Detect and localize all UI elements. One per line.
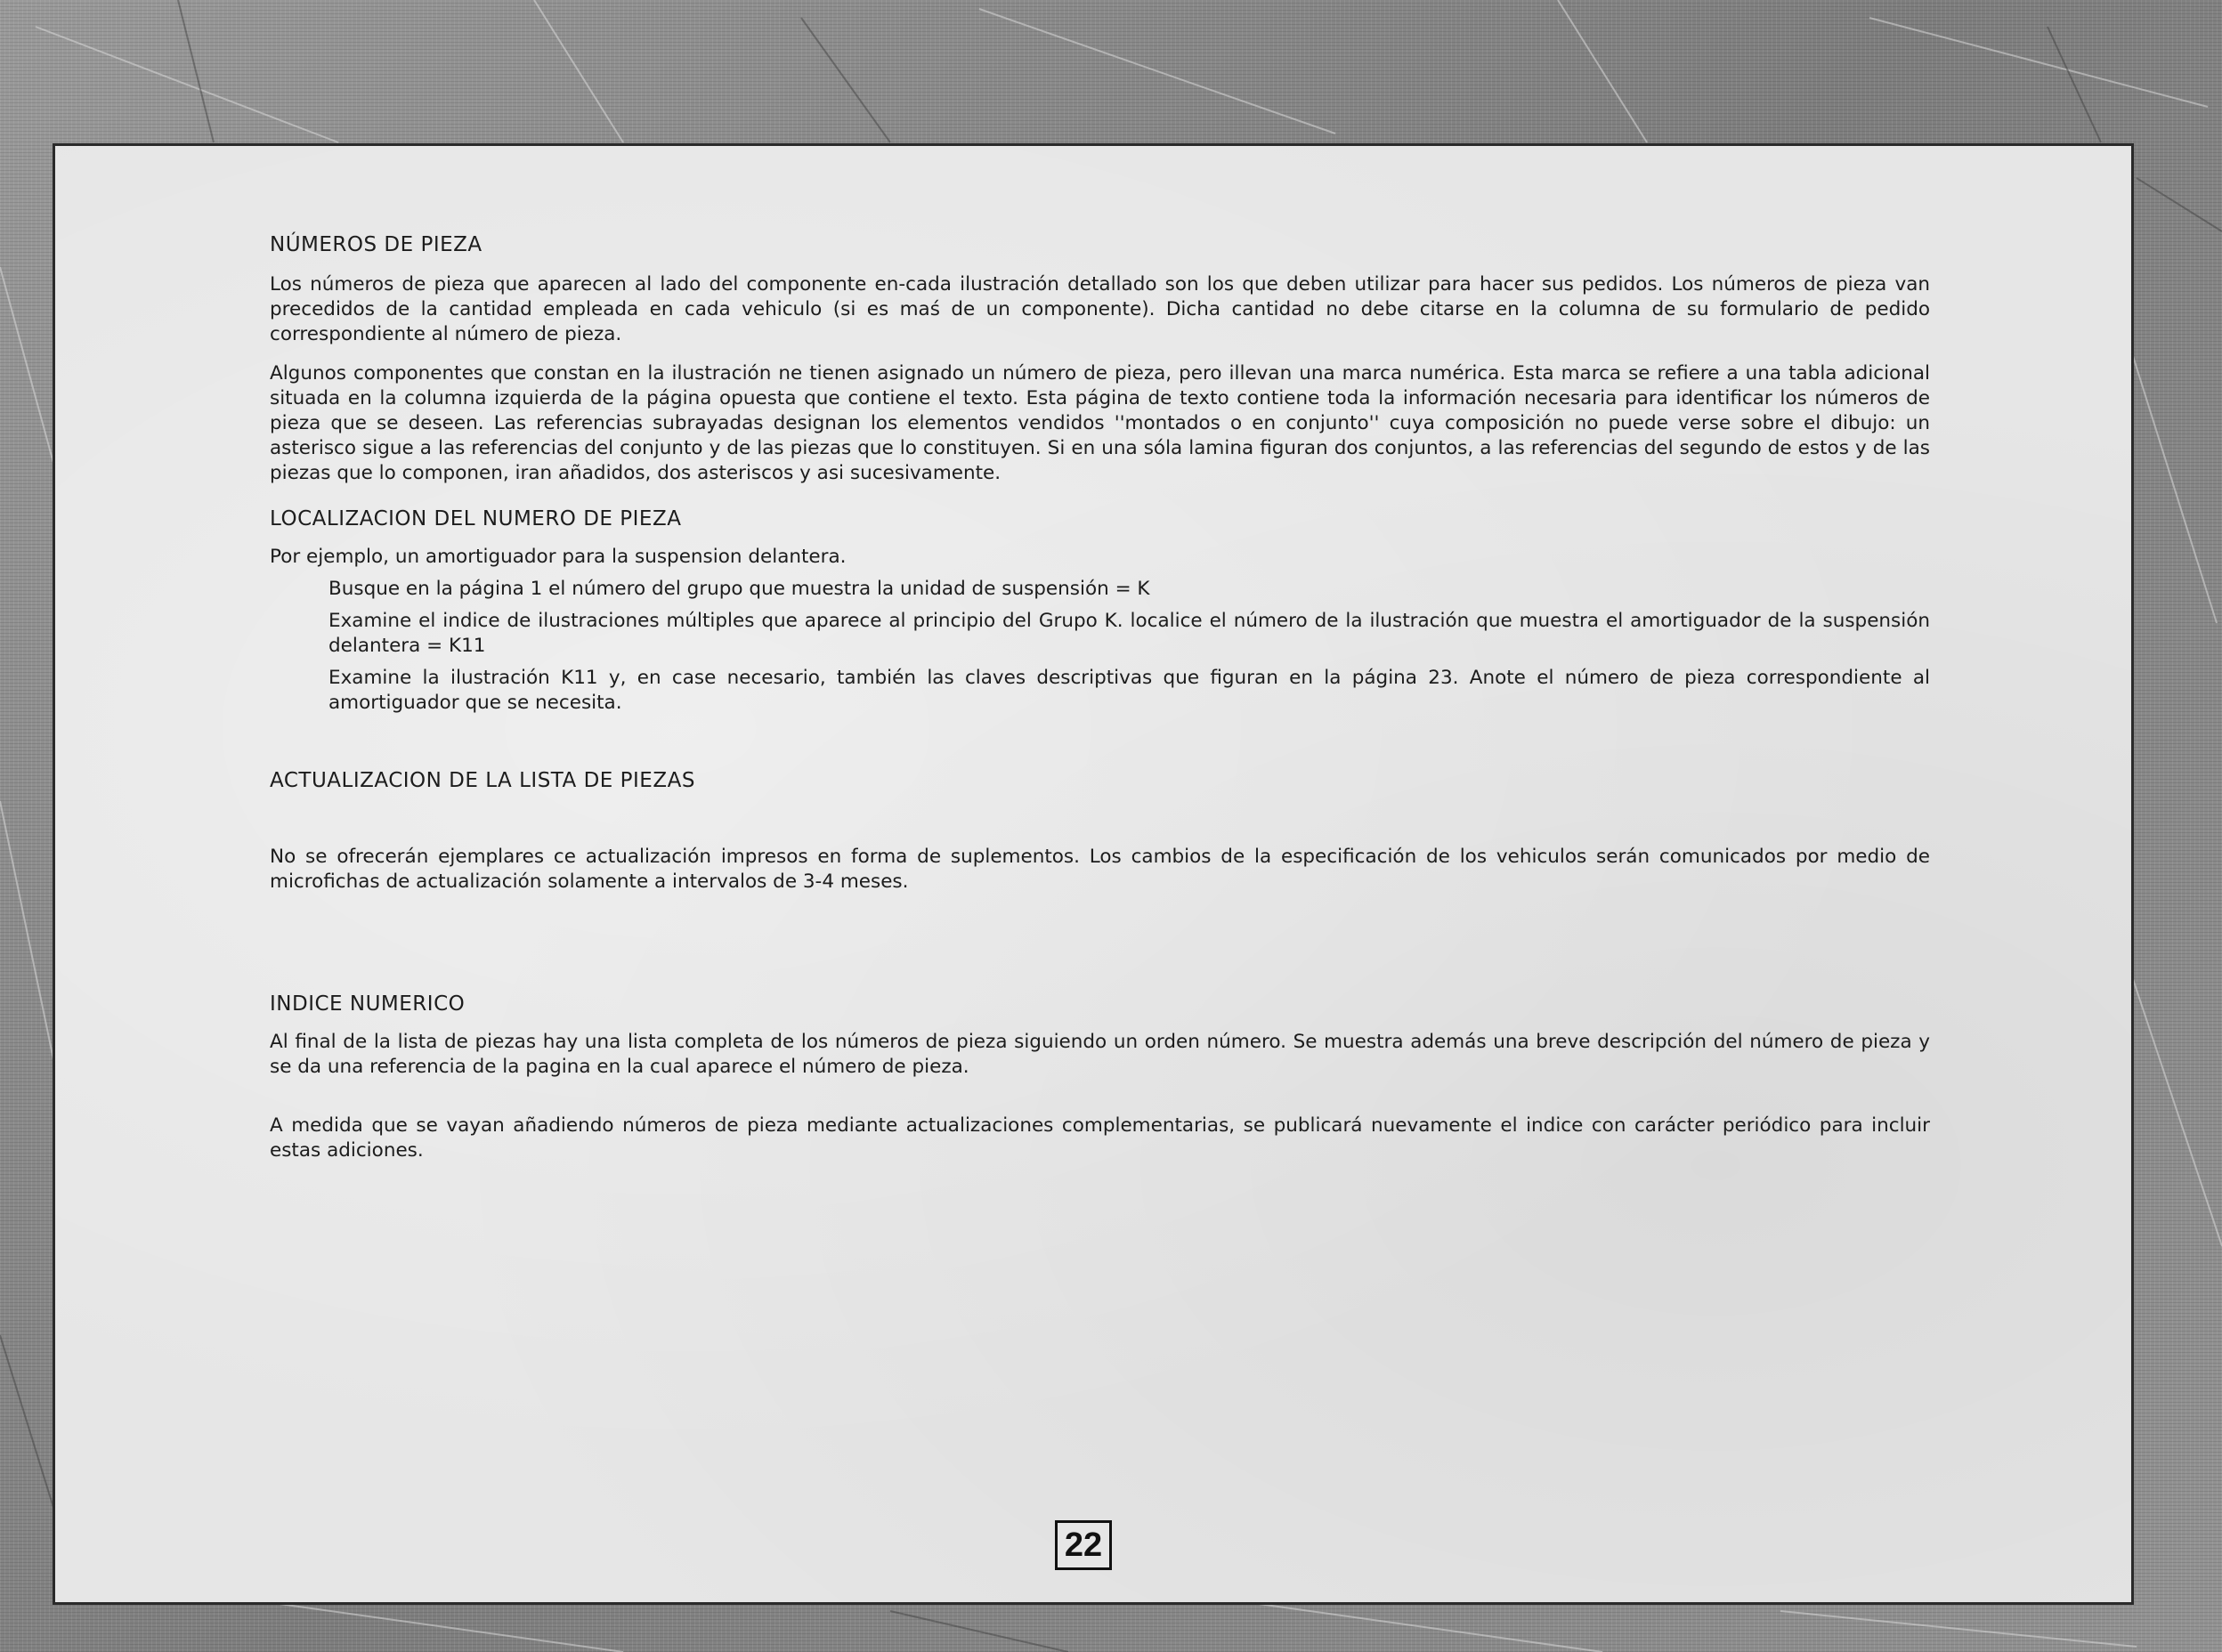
heading-localizacion: LOCALIZACION DEL NUMERO DE PIEZA xyxy=(270,507,682,530)
localizacion-step-1: Busque en la página 1 el número del grupo que muestra la unidad de suspensión = K xyxy=(328,578,1150,600)
document-content xyxy=(270,231,1930,1163)
localizacion-step-2: Examine el indice de ilustraciones múltiples que aparece al principio del Grupo K. localice el número de la ilustración que muestra el amortiguador de la suspensión delantera = K11 xyxy=(328,610,1930,657)
document-page xyxy=(55,146,2131,1602)
page-number: 22 xyxy=(1055,1520,1112,1570)
localizacion-step-3: Examine la ilustración K11 y, en case necesario, también las claves descriptivas que figuran en la página 23. Anote el número de pieza correspondiente al amortiguador que se necesita. xyxy=(328,667,1930,714)
paragraph-actualizacion: No se ofrecerán ejemplares ce actualización impresos en forma de suplementos. Los cambios de la especificación de los vehiculos serán comunicados por medio de microfichas de actualización solamente a intervalos de 3-4 meses. xyxy=(270,846,1930,893)
paragraph-indice-1: Al final de la lista de piezas hay una lista completa de los números de pieza siguiendo un orden número. Se muestra además una breve descripción del número de pieza y se da una referencia de la pagina en la cual aparece el número de pieza. xyxy=(270,1031,1930,1078)
heading-actualizacion: ACTUALIZACION DE LA LISTA DE PIEZAS xyxy=(270,769,695,792)
heading-numeros-de-pieza: NÚMEROS DE PIEZA xyxy=(270,233,483,256)
paragraph-numeros-2: Algunos componentes que constan en la ilustración ne tienen asignado un número de pieza, pero illevan una marca numérica. Esta marca se refiere a una tabla adicional situada en la columna izquierda de la página opuesta que contiene el texto. Esta página de texto contiene toda la información necesaria para identificar los números de pieza que se deseen. Las referencias subrayadas designan los elementos vendidos ''montados o en conjunto'' cuya composición no puede verse sobre el dibujo: un asterisco sigue a las referencias del conjunto y de las piezas que lo constituyen. Si en una sóla lamina figuran dos conjuntos, a las referencias del segundo de estos y de las piezas que lo componen, iran añadidos, dos asteriscos y asi sucesivamente. xyxy=(270,362,1930,484)
heading-indice-numerico: INDICE NUMERICO xyxy=(270,992,466,1016)
paragraph-indice-2: A medida que se vayan añadiendo números de pieza mediante actualizaciones complementarias, se publicará nuevamente el indice con carácter periódico para incluir estas adiciones. xyxy=(270,1114,1930,1162)
paragraph-numeros-1: Los números de pieza que aparecen al lado del componente en-cada ilustración detallado son los que deben utilizar para hacer sus pedidos. Los números de pieza van precedidos de la cantidad empleada en cada vehiculo (si es maś de un componente). Dicha cantidad no debe citarse en la columna de su formulario de pedido correspondiente al número de pieza. xyxy=(270,273,1930,345)
paragraph-localizacion-intro: Por ejemplo, un amortiguador para la suspension delantera. xyxy=(270,546,847,568)
